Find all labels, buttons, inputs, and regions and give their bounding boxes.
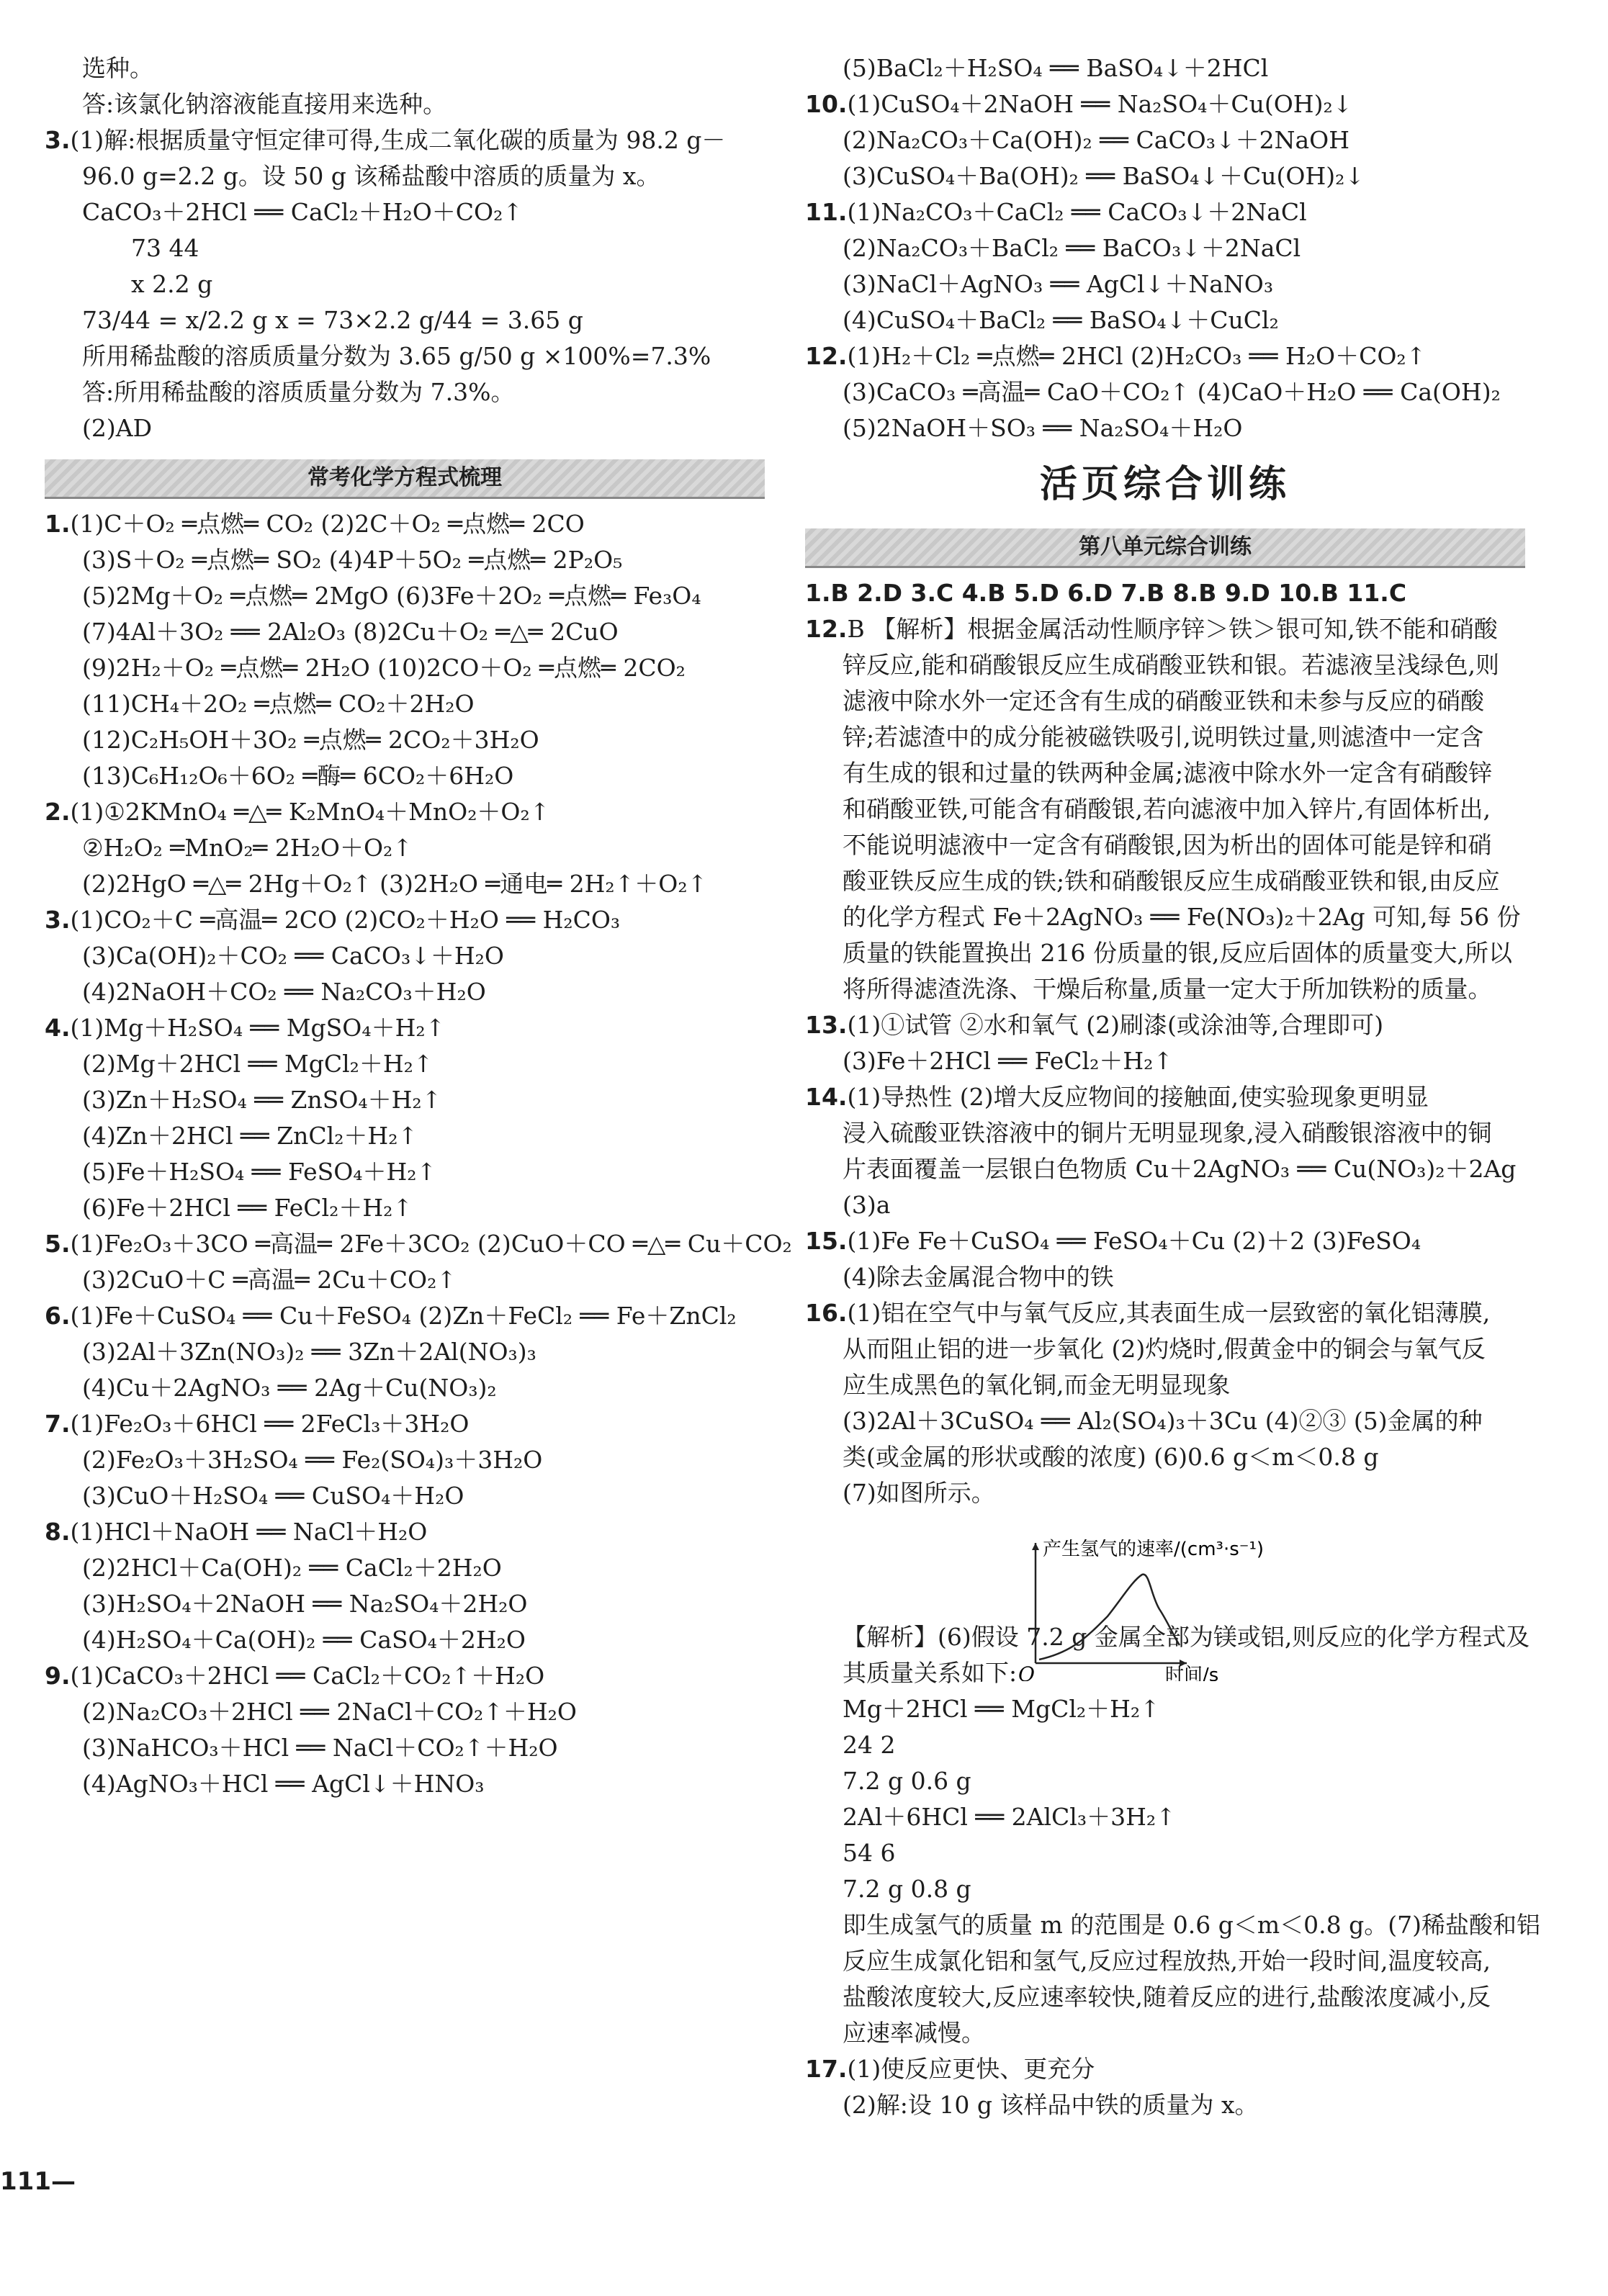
page-section-title: 活页综合训练 xyxy=(1039,463,1290,506)
text-line xyxy=(805,1871,1525,1907)
text-line xyxy=(805,1727,1525,1763)
text-line xyxy=(45,1442,765,1478)
line-text: 滤液中除水外一定还含有生成的硝酸亚铁和未参与反应的硝酸 xyxy=(843,687,1484,715)
text-line xyxy=(45,902,765,938)
line-text: 酸亚铁反应生成的铁;铁和硝酸银反应生成硝酸亚铁和银,由反应 xyxy=(843,867,1500,895)
question-number: 8. xyxy=(45,1518,71,1546)
text-line xyxy=(805,1907,1540,1943)
question-number: 13. xyxy=(805,1011,848,1039)
text-line xyxy=(45,1082,765,1118)
line-text: (4)Zn＋2HCl ══ ZnCl₂＋H₂↑ xyxy=(82,1122,418,1150)
text-line xyxy=(805,575,1525,611)
question-number: 4. xyxy=(45,1014,71,1042)
line-text: 锌反应,能和硝酸银反应生成硝酸亚铁和银。若滤液呈浅绿色,则 xyxy=(843,651,1499,679)
line-text: 96.0 g=2.2 g。设 50 g 该稀盐酸中溶质的质量为 x。 xyxy=(82,162,660,190)
text-line xyxy=(805,863,1525,899)
line-text: (1)Na₂CO₃＋CaCl₂ ══ CaCO₃↓＋2NaCl xyxy=(847,198,1307,226)
question-number: 2. xyxy=(45,798,71,826)
line-text: (2)2HgO ═△═ 2Hg＋O₂↑ (3)2H₂O ═通电═ 2H₂↑＋O₂↑ xyxy=(82,870,708,898)
line-text: 【解析】(6)假设 7.2 g 金属全部为镁或铝,则反应的化学方程式及 xyxy=(843,1623,1530,1651)
line-text: (1)使反应更快、更充分 xyxy=(847,2055,1095,2083)
line-text: 即生成氢气的质量 m 的范围是 0.6 g＜m＜0.8 g。(7)稀盐酸和铝 xyxy=(843,1911,1540,1939)
text-line xyxy=(45,266,765,302)
text-line xyxy=(45,974,765,1010)
line-text: 73 44 xyxy=(131,234,199,262)
text-line xyxy=(805,1799,1525,1835)
line-text: (5)Fe＋H₂SO₄ ══ FeSO₄＋H₂↑ xyxy=(82,1158,437,1186)
text-line xyxy=(805,1079,1525,1115)
line-text: 和硝酸亚铁,可能含有硝酸银,若向滤液中加入锌片,有固体析出, xyxy=(843,795,1491,823)
line-text: (3)2CuO＋C ═高温═ 2Cu＋CO₂↑ xyxy=(82,1266,457,1294)
question-number: 7. xyxy=(45,1410,71,1438)
line-text: 2Al＋6HCl ══ 2AlCl₃＋3H₂↑ xyxy=(843,1803,1176,1831)
question-number: 9. xyxy=(45,1662,71,1690)
line-text: 所用稀盐酸的溶质质量分数为 3.65 g/50 g ×100%=7.3% xyxy=(82,342,711,370)
line-text: 选种。 xyxy=(82,54,153,82)
line-text: (3)2Al＋3CuSO₄ ══ Al₂(SO₄)₃＋3Cu (4)②③ (5)金属的种 xyxy=(843,1407,1483,1435)
line-text: 73/44 = x/2.2 g x = 73×2.2 g/44 = 3.65 g xyxy=(82,306,583,334)
text-line xyxy=(805,791,1525,827)
text-line xyxy=(45,194,765,230)
line-text: (4)AgNO₃＋HCl ══ AgCl↓＋HNO₃ xyxy=(82,1770,485,1798)
line-text: 54 6 xyxy=(843,1839,896,1867)
line-text: (3)H₂SO₄＋2NaOH ══ Na₂SO₄＋2H₂O xyxy=(82,1590,528,1618)
line-text: 24 2 xyxy=(843,1731,896,1759)
text-line xyxy=(45,374,765,410)
section-heading: 第八单元综合训练 xyxy=(805,528,1525,568)
text-line xyxy=(805,230,1525,266)
text-line xyxy=(805,1439,1525,1475)
line-text: (11)CH₄＋2O₂ ═点燃═ CO₂＋2H₂O xyxy=(82,690,475,718)
text-line xyxy=(805,1763,1525,1799)
text-line xyxy=(805,374,1525,410)
line-text: (1)CuSO₄＋2NaOH ══ Na₂SO₄＋Cu(OH)₂↓ xyxy=(847,90,1353,118)
line-text: 片表面覆盖一层银白色物质 Cu＋2AgNO₃ ══ Cu(NO₃)₂＋2Ag xyxy=(843,1155,1517,1183)
line-text: (3)CaCO₃ ═高温═ CaO＋CO₂↑ (4)CaO＋H₂O ══ Ca(OH)₂ xyxy=(843,378,1501,406)
text-line xyxy=(45,542,765,578)
text-line xyxy=(805,1043,1525,1079)
text-line xyxy=(805,1115,1525,1151)
text-line xyxy=(805,1007,1525,1043)
text-line xyxy=(45,1226,792,1262)
line-text: (9)2H₂＋O₂ ═点燃═ 2H₂O (10)2CO＋O₂ ═点燃═ 2CO₂ xyxy=(82,654,686,682)
text-line xyxy=(45,86,765,122)
text-line xyxy=(805,50,1525,86)
line-text: 将所得滤渣洗涤、干燥后称量,质量一定大于所加铁粉的质量。 xyxy=(843,975,1492,1003)
line-text: (4)CuSO₄＋BaCl₂ ══ BaSO₄↓＋CuCl₂ xyxy=(843,306,1279,334)
text-line xyxy=(45,122,765,158)
text-line xyxy=(45,230,765,266)
text-line xyxy=(45,50,765,86)
line-text: 应生成黑色的氧化铜,而金无明显现象 xyxy=(843,1371,1231,1399)
text-line xyxy=(45,1370,765,1406)
text-line xyxy=(805,86,1525,122)
line-text: (2)Mg＋2HCl ══ MgCl₂＋H₂↑ xyxy=(82,1050,434,1078)
right-column xyxy=(805,50,1540,2123)
line-text: (1)①试管 ②水和氧气 (2)刷漆(或涂油等,合理即可) xyxy=(847,1011,1384,1039)
line-text: (1)H₂＋Cl₂ ═点燃═ 2HCl (2)H₂CO₃ ══ H₂O＋CO₂↑ xyxy=(847,342,1427,370)
text-line xyxy=(805,647,1525,683)
text-line xyxy=(805,1331,1525,1367)
line-text: (1)CaCO₃＋2HCl ══ CaCl₂＋CO₂↑＋H₂O xyxy=(70,1662,545,1690)
line-text: 浸入硫酸亚铁溶液中的铜片无明显现象,浸入硝酸银溶液中的铜 xyxy=(843,1119,1492,1147)
text-line xyxy=(45,1478,765,1514)
line-text: 反应生成氯化铝和氢气,反应过程放热,开始一段时间,温度较高, xyxy=(843,1947,1491,1975)
line-text: 不能说明滤液中一定含有硝酸银,因为析出的固体可能是锌和硝 xyxy=(843,831,1492,859)
line-text: (2)Na₂CO₃＋BaCl₂ ══ BaCO₃↓＋2NaCl xyxy=(843,234,1301,262)
text-line xyxy=(805,266,1525,302)
line-text: (7)如图所示。 xyxy=(843,1479,995,1507)
text-line xyxy=(805,410,1525,446)
question-number: 6. xyxy=(45,1302,71,1330)
text-line xyxy=(805,899,1525,935)
line-text: (3)Fe＋2HCl ══ FeCl₂＋H₂↑ xyxy=(843,1047,1173,1075)
text-line xyxy=(45,722,765,758)
line-text: 的化学方程式 Fe＋2AgNO₃ ══ Fe(NO₃)₂＋2Ag 可知,每 56 份 xyxy=(843,903,1521,931)
line-text: 7.2 g 0.6 g xyxy=(843,1767,971,1795)
text-line xyxy=(805,755,1525,791)
text-line xyxy=(805,1223,1525,1259)
text-line xyxy=(45,686,765,722)
line-text: (5)BaCl₂＋H₂SO₄ ══ BaSO₄↓＋2HCl xyxy=(843,54,1269,82)
line-text: 从而阻止铝的进一步氧化 (2)灼烧时,假黄金中的铜会与氧气反 xyxy=(843,1335,1486,1363)
text-line xyxy=(805,2051,1525,2087)
text-line xyxy=(805,1295,1525,1331)
line-text: (4)H₂SO₄＋Ca(OH)₂ ══ CaSO₄＋2H₂O xyxy=(82,1626,526,1654)
text-line xyxy=(805,1151,1525,1187)
line-text: 类(或金属的形状或酸的浓度) (6)0.6 g＜m＜0.8 g xyxy=(843,1443,1379,1471)
line-text: (3)a xyxy=(843,1191,891,1219)
line-text: B 【解析】根据金属活动性顺序锌＞铁＞银可知,铁不能和硝酸 xyxy=(847,615,1498,643)
text-line xyxy=(45,410,765,446)
text-line xyxy=(45,1190,765,1226)
line-text: (1)Mg＋H₂SO₄ ══ MgSO₄＋H₂↑ xyxy=(70,1014,446,1042)
text-line xyxy=(45,1154,765,1190)
line-text: (4)除去金属混合物中的铁 xyxy=(843,1263,1114,1291)
line-text: (3)CuO＋H₂SO₄ ══ CuSO₄＋H₂O xyxy=(82,1482,464,1510)
line-text: (3)2Al＋3Zn(NO₃)₂ ══ 3Zn＋2Al(NO₃)₃ xyxy=(82,1338,536,1366)
text-line xyxy=(45,302,765,338)
left-column xyxy=(45,50,792,1802)
text-line xyxy=(45,866,765,902)
page-number: 111— xyxy=(0,2167,76,2196)
text-line xyxy=(805,1835,1525,1871)
text-line xyxy=(805,611,1525,647)
text-line xyxy=(805,1259,1525,1295)
line-text: (6)Fe＋2HCl ══ FeCl₂＋H₂↑ xyxy=(82,1194,413,1222)
line-text: (3)S＋O₂ ═点燃═ SO₂ (4)4P＋5O₂ ═点燃═ 2P₂O₅ xyxy=(82,546,623,574)
text-line xyxy=(45,1658,765,1694)
line-text: (1)Fe＋CuSO₄ ══ Cu＋FeSO₄ (2)Zn＋FeCl₂ ══ Fe＋ZnCl₂ xyxy=(70,1302,737,1330)
line-text: (1)Fe₂O₃＋6HCl ══ 2FeCl₃＋3H₂O xyxy=(70,1410,470,1438)
line-text: (2)Na₂CO₃＋2HCl ══ 2NaCl＋CO₂↑＋H₂O xyxy=(82,1698,577,1726)
text-line xyxy=(805,683,1525,719)
question-number: 12. xyxy=(805,342,848,370)
text-line xyxy=(805,719,1525,755)
line-text: (2)Na₂CO₃＋Ca(OH)₂ ══ CaCO₃↓＋2NaOH xyxy=(843,126,1349,154)
line-text: Mg＋2HCl ══ MgCl₂＋H₂↑ xyxy=(843,1695,1160,1723)
text-line xyxy=(805,302,1525,338)
line-text: (1)Fe₂O₃＋3CO ═高温═ 2Fe＋3CO₂ (2)CuO＋CO ═△═ Cu＋CO₂ xyxy=(70,1230,792,1258)
question-number: 10. xyxy=(805,90,848,118)
line-text: (5)2NaOH＋SO₃ ══ Na₂SO₄＋H₂O xyxy=(843,414,1243,442)
text-line xyxy=(45,1622,765,1658)
question-number: 17. xyxy=(805,2055,848,2083)
question-number: 3. xyxy=(45,906,71,934)
text-line xyxy=(45,1334,765,1370)
text-line xyxy=(805,1691,1525,1727)
line-text: (4)2NaOH＋CO₂ ══ Na₂CO₃＋H₂O xyxy=(82,978,486,1006)
text-line xyxy=(45,794,765,830)
line-text: 应速率减慢。 xyxy=(843,2019,985,2047)
line-text: (13)C₆H₁₂O₆＋6O₂ ═酶═ 6CO₂＋6H₂O xyxy=(82,762,514,790)
text-line xyxy=(805,194,1525,230)
line-text: 盐酸浓度较大,反应速率较快,随着反应的进行,盐酸浓度减小,反 xyxy=(843,1983,1491,2011)
line-text: (2)AD xyxy=(82,414,153,442)
text-line xyxy=(45,1694,765,1730)
text-line xyxy=(45,1262,765,1298)
line-text: (7)4Al＋3O₂ ══ 2Al₂O₃ (8)2Cu＋O₂ ═△═ 2CuO xyxy=(82,618,619,646)
graph-x-label: 时间/s xyxy=(1165,1665,1219,1681)
line-text: 锌;若滤渣中的成分能被磁铁吸引,说明铁过量,则滤渣中一定含 xyxy=(843,723,1484,751)
text-line xyxy=(45,1010,765,1046)
graph-axes xyxy=(1032,1543,1187,1667)
line-text: x 2.2 g xyxy=(131,270,213,298)
rate-curve xyxy=(1039,1575,1180,1660)
line-text: (4)Cu＋2AgNO₃ ══ 2Ag＋Cu(NO₃)₂ xyxy=(82,1374,497,1402)
text-line xyxy=(45,158,765,194)
line-text: (1)Fe Fe＋CuSO₄ ══ FeSO₄＋Cu (2)＋2 (3)FeSO₄ xyxy=(847,1227,1421,1255)
line-text: (3)NaHCO₃＋HCl ══ NaCl＋CO₂↑＋H₂O xyxy=(82,1734,558,1762)
line-text: (2)Fe₂O₃＋3H₂SO₄ ══ Fe₂(SO₄)₃＋3H₂O xyxy=(82,1446,543,1474)
text-line xyxy=(45,578,765,614)
line-text: (1)HCl＋NaOH ══ NaCl＋H₂O xyxy=(70,1518,428,1546)
line-text: 其质量关系如下: xyxy=(843,1659,1018,1687)
line-text: 有生成的银和过量的铁两种金属;滤液中除水外一定含有硝酸锌 xyxy=(843,759,1493,787)
line-text: (3)NaCl＋AgNO₃ ══ AgCl↓＋NaNO₃ xyxy=(843,270,1274,298)
text-line xyxy=(45,830,765,866)
text-line xyxy=(805,935,1525,971)
text-line xyxy=(45,650,765,686)
question-number: 11. xyxy=(805,198,848,226)
text-line xyxy=(45,938,765,974)
reaction-rate-graph xyxy=(805,1530,1525,1681)
text-line xyxy=(805,2087,1525,2123)
line-text: (5)2Mg＋O₂ ═点燃═ 2MgO (6)3Fe＋2O₂ ═点燃═ Fe₃O₄ xyxy=(82,582,701,610)
text-line xyxy=(805,971,1525,1007)
line-text: (1)铝在空气中与氧气反应,其表面生成一层致密的氧化铝薄膜, xyxy=(847,1299,1491,1327)
line-text: (3)Ca(OH)₂＋CO₂ ══ CaCO₃↓＋H₂O xyxy=(82,942,504,970)
line-text: (12)C₂H₅OH＋3O₂ ═点燃═ 2CO₂＋3H₂O xyxy=(82,726,539,754)
text-line xyxy=(805,338,1525,374)
line-text: (1)C＋O₂ ═点燃═ CO₂ (2)2C＋O₂ ═点燃═ 2CO xyxy=(70,510,585,538)
line-text: 答:所用稀盐酸的溶质质量分数为 7.3%。 xyxy=(82,378,515,406)
question-number: 3. xyxy=(45,126,71,154)
question-number: 12. xyxy=(805,615,848,643)
text-line xyxy=(45,1766,765,1802)
question-number: 14. xyxy=(805,1083,848,1111)
section-heading: 常考化学方程式梳理 xyxy=(45,459,765,499)
line-text: 1.B 2.D 3.C 4.B 5.D 6.D 7.B 8.B 9.D 10.B 11.C xyxy=(805,579,1407,607)
line-text: (1)CO₂＋C ═高温═ 2CO (2)CO₂＋H₂O ══ H₂CO₃ xyxy=(70,906,621,934)
text-line xyxy=(805,1403,1525,1439)
text-line xyxy=(805,122,1525,158)
question-number: 15. xyxy=(805,1227,848,1255)
text-line xyxy=(805,827,1525,863)
text-line xyxy=(45,1118,765,1154)
text-line xyxy=(45,1586,765,1622)
text-line xyxy=(805,158,1525,194)
text-line xyxy=(805,1367,1525,1403)
text-line xyxy=(805,1943,1525,1979)
question-number: 1. xyxy=(45,510,71,538)
line-text: 答:该氯化钠溶液能直接用来选种。 xyxy=(82,90,447,118)
text-line xyxy=(45,1730,765,1766)
line-text: (3)Zn＋H₂SO₄ ══ ZnSO₄＋H₂↑ xyxy=(82,1086,442,1114)
text-line xyxy=(805,1979,1525,2015)
line-text: CaCO₃＋2HCl ══ CaCl₂＋H₂O＋CO₂↑ xyxy=(82,198,523,226)
graph-y-label: 产生氢气的速率/(cm³·s⁻¹) xyxy=(1043,1539,1265,1560)
text-line xyxy=(45,1550,765,1586)
text-line xyxy=(45,506,765,542)
question-number: 5. xyxy=(45,1230,71,1258)
text-line xyxy=(45,1046,765,1082)
line-text: (2)解:设 10 g 该样品中铁的质量为 x。 xyxy=(843,2091,1259,2119)
text-line xyxy=(805,1475,1525,1511)
text-line xyxy=(45,1406,765,1442)
text-line xyxy=(45,1514,765,1550)
graph-origin-label: O xyxy=(1018,1662,1035,1681)
line-text: (1)解:根据质量守恒定律可得,生成二氧化碳的质量为 98.2 g－ xyxy=(70,126,726,154)
line-text: (3)CuSO₄＋Ba(OH)₂ ══ BaSO₄↓＋Cu(OH)₂↓ xyxy=(843,162,1365,190)
line-text: (2)2HCl＋Ca(OH)₂ ══ CaCl₂＋2H₂O xyxy=(82,1554,502,1582)
text-line xyxy=(805,1187,1525,1223)
line-text: ②H₂O₂ ═MnO₂═ 2H₂O＋O₂↑ xyxy=(82,834,413,862)
question-number: 16. xyxy=(805,1299,848,1327)
line-text: 7.2 g 0.8 g xyxy=(843,1875,971,1903)
text-line xyxy=(45,758,765,794)
line-text: (1)导热性 (2)增大反应物间的接触面,使实验现象更明显 xyxy=(847,1083,1429,1111)
text-line xyxy=(45,338,765,374)
text-line xyxy=(805,2015,1525,2051)
line-text: 质量的铁能置换出 216 份质量的银,反应后固体的质量变大,所以 xyxy=(843,939,1512,967)
text-line xyxy=(45,1298,765,1334)
text-line xyxy=(45,614,765,650)
line-text: (1)①2KMnO₄ ═△═ K₂MnO₄＋MnO₂＋O₂↑ xyxy=(70,798,550,826)
